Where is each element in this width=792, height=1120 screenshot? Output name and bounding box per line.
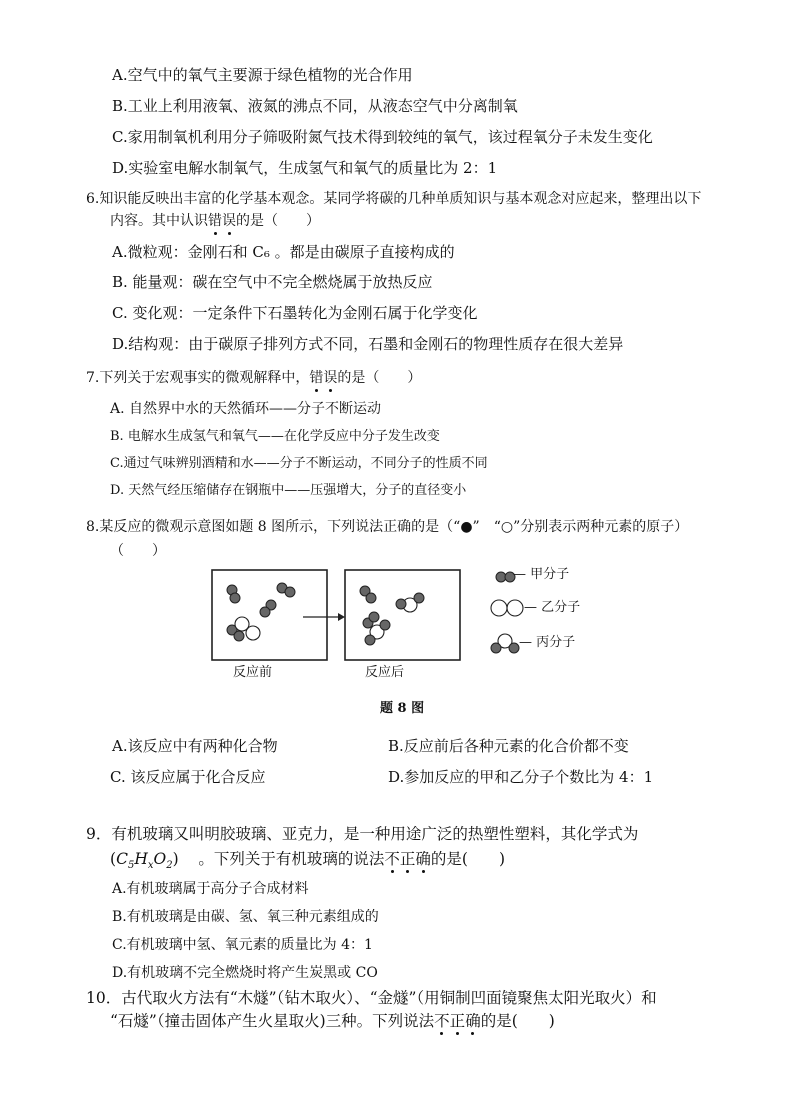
q6-stem-text: 内容。其中认识 [110, 213, 208, 229]
formula-c-sub: 5 [127, 860, 135, 871]
q9-option-d: D.有机玻璃不完全燃烧时将产生炭黑或 CO [112, 965, 378, 981]
q6-stem-tail: 的是（ ） [236, 213, 320, 229]
formula-o: O [153, 850, 167, 868]
q9-option-a: A.有机玻璃属于高分子合成材料 [112, 881, 309, 897]
q5-option-c: C.家用制氧机利用分子筛吸附氮气技术得到较纯的氧气，该过程氧分子未发生变化 [112, 128, 653, 146]
q10-stem-tail: 的是( ) [480, 1012, 555, 1030]
after-box [345, 570, 460, 660]
q5-option-a: A.空气中的氧气主要源于绿色植物的光合作用 [112, 66, 413, 84]
figure-caption: 题 8 图 [380, 701, 425, 716]
q9-stem-tail: 的是( ) [430, 850, 506, 868]
q10-stem-line2 [110, 1010, 555, 1032]
q9-stem-line1: 9．有机玻璃又叫明胶玻璃、亚克力，是一种用途广泛的热塑性塑料，其化学式为 [86, 825, 639, 843]
q8-option-b: B.反应前后各种元素的化合价都不变 [388, 737, 629, 755]
q8-option-d: D.参加反应的甲和乙分子个数比为 4：1 [388, 768, 654, 786]
q7-option-a: A. 自然界中水的天然循环——分子不断运动 [110, 401, 382, 417]
label-before: 反应前 [233, 665, 273, 680]
q7-stem [86, 367, 421, 389]
q10-emphasis-char: 正 [449, 1012, 466, 1030]
q6-option-d: D.结构观：由于碳原子排列方式不同，石墨和金刚石的物理性质存在很大差异 [112, 335, 624, 353]
q7-option-b: B. 电解水生成氢气和氧气——在化学反应中分子发生改变 [110, 429, 440, 444]
q6-emphasis-char: 错 [208, 210, 222, 232]
chemical-formula: $(C_5H_xO_2)$ [110, 850, 179, 871]
q7-option-d: D. 天然气经压缩储存在钢瓶中——压强增大，分子的直径变小 [110, 483, 467, 498]
q6-stem-line1: 6.知识能反映出丰富的化学基本观念。某同学将碳的几种单质知识与基本观念对应起来，整理出以下 [86, 191, 702, 207]
molecule-jia [260, 600, 276, 617]
reaction-diagram [205, 562, 625, 687]
q7-option-c: C.通过气味辨别酒精和水——分子不断运动，不同分子的性质不同 [110, 456, 488, 471]
q7-emphasis-char: 误 [323, 367, 337, 389]
q5-option-d: D.实验室电解水制氧气，生成氢气和氧气的质量比为 2：1 [112, 159, 498, 177]
q10-stem-line1: 10．古代取火方法有“木燧”（钻木取火）、“金燧”（用铜制凹面镜聚焦太阳光取火）和 [86, 989, 657, 1007]
q10-emphasis-char: 不 [434, 1012, 450, 1030]
legend-bing-symbol [491, 634, 519, 653]
molecule-jia [360, 586, 376, 603]
q7-emphasis-char: 错 [309, 367, 323, 389]
legend-yi-symbol [491, 600, 523, 616]
q8-option-a: A.该反应中有两种化合物 [112, 737, 278, 755]
reaction-arrowhead [338, 613, 345, 621]
q9-option-b: B.有机玻璃是由碳、氢、氧三种元素组成的 [112, 909, 379, 925]
formula-h-sub: x [147, 860, 154, 871]
q8-option-c: C. 该反应属于化合反应 [110, 768, 266, 786]
q9-stem-text: 。下列关于有机玻璃的说法 [198, 850, 385, 868]
q10-emphasis-char: 确 [465, 1012, 481, 1030]
molecule-jia [227, 585, 240, 603]
q9-emphasis-char: 不 [384, 850, 400, 868]
q6-option-b: B. 能量观：碳在空气中不完全燃烧属于放热反应 [112, 273, 433, 291]
label-after: 反应后 [365, 665, 405, 680]
formula-c: C [116, 850, 128, 868]
legend-yi-label: — 乙分子 [524, 600, 581, 615]
legend-jia-label: — 甲分子 [513, 567, 570, 582]
q8-stem-line2: （ ） [110, 543, 166, 559]
formula-h: H [134, 850, 148, 868]
q6-option-c: C. 变化观：一定条件下石墨转化为金刚石属于化学变化 [112, 304, 478, 322]
q6-stem-line2 [110, 210, 320, 232]
q7-stem-text: 7.下列关于宏观事实的微观解释中， [86, 370, 310, 386]
legend-bing-label: — 丙分子 [519, 635, 576, 650]
q9-stem-line2 [110, 848, 505, 873]
q9-emphasis-char: 确 [415, 850, 431, 868]
q10-stem-text: “石燧”（撞击固体产生火星取火)三种。下列说法 [110, 1012, 435, 1030]
q8-stem-line1: 8.某反应的微观示意图如题 8 图所示，下列说法正确的是（“●” “○”分别表示两种元素的原子） [86, 519, 689, 535]
q9-option-c: C.有机玻璃中氢、氧元素的质量比为 4：1 [112, 937, 373, 953]
formula-o-sub: 2 [166, 860, 173, 871]
q5-option-b: B.工业上利用液氧、液氮的沸点不同，从液态空气中分离制氧 [112, 97, 518, 115]
molecule-jia [277, 583, 295, 597]
molecule-bing [396, 593, 424, 612]
q9-emphasis-char: 正 [399, 850, 416, 868]
q6-option-a: A.微粒观：金刚石和 C₆ 。都是由碳原子直接构成的 [112, 243, 455, 261]
q7-stem-tail: 的是（ ） [337, 370, 422, 386]
q6-emphasis-char: 误 [222, 210, 236, 232]
